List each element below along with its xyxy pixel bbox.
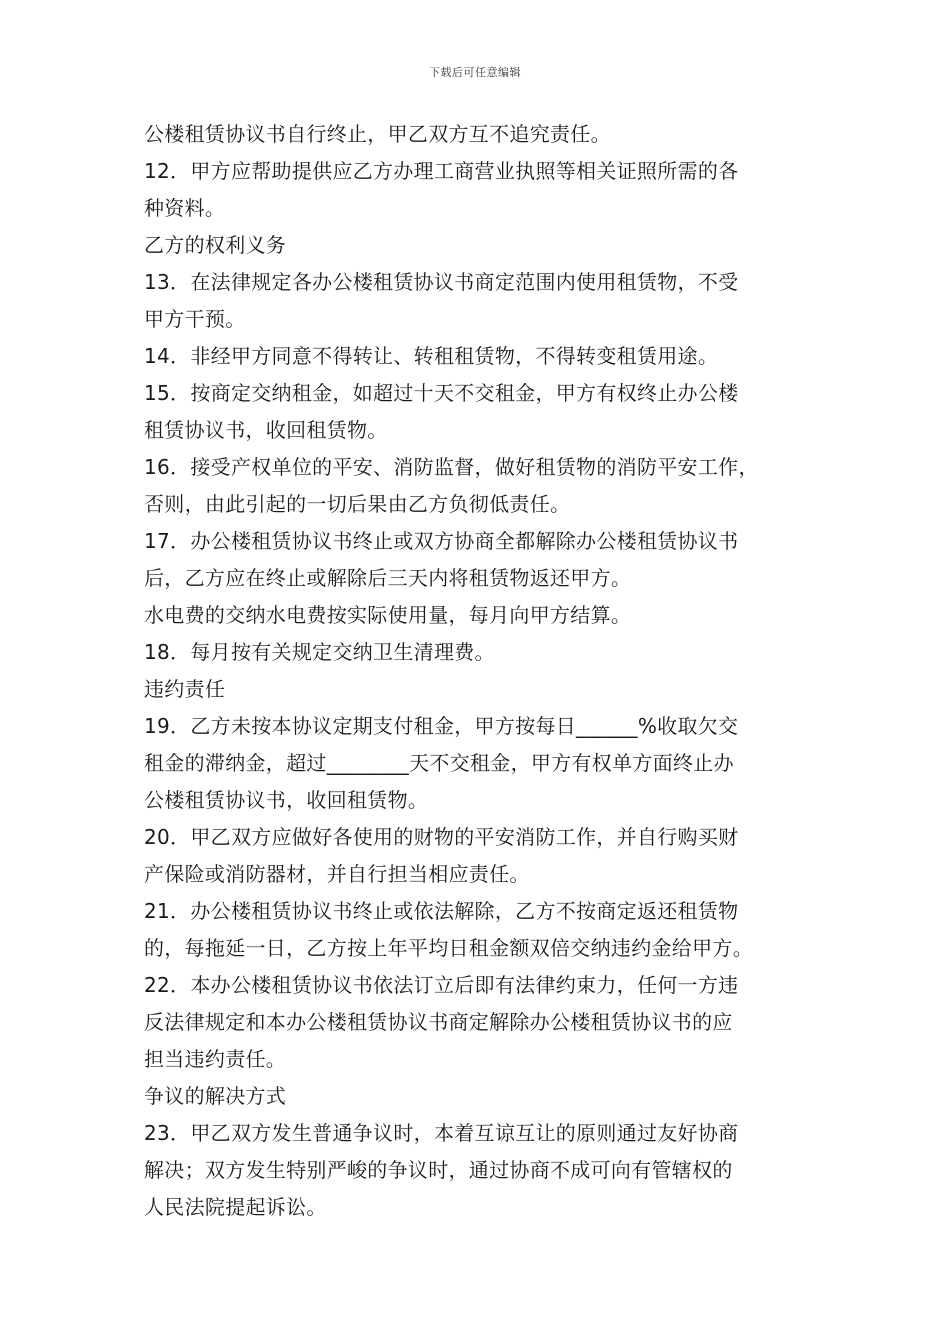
text-line: 水电费的交纳水电费按实际使用量，每月向甲方结算。 bbox=[144, 603, 632, 627]
section-heading: 争议的解决方式 bbox=[144, 1084, 287, 1108]
text-line: 否则，由此引起的一切后果由乙方负彻低责任。 bbox=[144, 492, 571, 516]
text-line: 的，每拖延一日，乙方按上年平均日租金额双倍交纳违约金给甲方。 bbox=[144, 936, 753, 960]
text-line: 担当违约责任。 bbox=[144, 1047, 287, 1071]
text-line: 21．办公楼租赁协议书终止或依法解除，乙方不按商定返还租赁物 bbox=[144, 899, 739, 923]
text-line: 租金的滞纳金，超过________天不交租金，甲方有权单方面终止办 bbox=[144, 751, 734, 775]
text-line: 产保险或消防器材，并自行担当相应责任。 bbox=[144, 862, 530, 886]
text-line: 反法律规定和本办公楼租赁协议书商定解除办公楼租赁协议书的应 bbox=[144, 1010, 733, 1034]
section-heading: 违约责任 bbox=[144, 677, 226, 701]
text-line: 17．办公楼租赁协议书终止或双方协商全都解除办公楼租赁协议书 bbox=[144, 529, 739, 553]
text-line: 19．乙方未按本协议定期支付租金，甲方按每日______%收取欠交 bbox=[144, 714, 739, 738]
text-line: 甲方干预。 bbox=[144, 307, 246, 331]
text-line: 公楼租赁协议书自行终止，甲乙双方互不追究责任。 bbox=[144, 122, 611, 146]
text-line: 14．非经甲方同意不得转让、转租租赁物，不得转变租赁用途。 bbox=[144, 344, 719, 368]
text-line: 种资料。 bbox=[144, 196, 226, 220]
text-line: 22．本办公楼租赁协议书依法订立后即有法律约束力，任何一方违 bbox=[144, 973, 739, 997]
text-line: 20．甲乙双方应做好各使用的财物的平安消防工作，并自行购买财 bbox=[144, 825, 739, 849]
text-line: 公楼租赁协议书，收回租赁物。 bbox=[144, 788, 429, 812]
text-line: 15．按商定交纳租金，如超过十天不交租金，甲方有权终止办公楼 bbox=[144, 381, 739, 405]
text-line: 18．每月按有关规定交纳卫生清理费。 bbox=[144, 640, 495, 664]
text-line: 租赁协议书，收回租赁物。 bbox=[144, 418, 388, 442]
text-line: 后，乙方应在终止或解除后三天内将租赁物返还甲方。 bbox=[144, 566, 632, 590]
section-heading: 乙方的权利义务 bbox=[144, 233, 287, 257]
text-line: 12．甲方应帮助提供应乙方办理工商营业执照等相关证照所需的各 bbox=[144, 159, 739, 183]
text-line: 13．在法律规定各办公楼租赁协议书商定范围内使用租赁物，不受 bbox=[144, 270, 739, 294]
document-body bbox=[144, 116, 820, 1226]
text-line: 16．接受产权单位的平安、消防监督，做好租赁物的消防平安工作， bbox=[144, 455, 759, 479]
text-line: 解决；双方发生特别严峻的争议时，通过协商不成可向有管辖权的 bbox=[144, 1158, 733, 1182]
text-line: 人民法院提起诉讼。 bbox=[144, 1195, 327, 1219]
page-header: 下载后可任意编辑 bbox=[429, 66, 521, 79]
text-line: 23．甲乙双方发生普通争议时，本着互谅互让的原则通过友好协商 bbox=[144, 1121, 739, 1145]
